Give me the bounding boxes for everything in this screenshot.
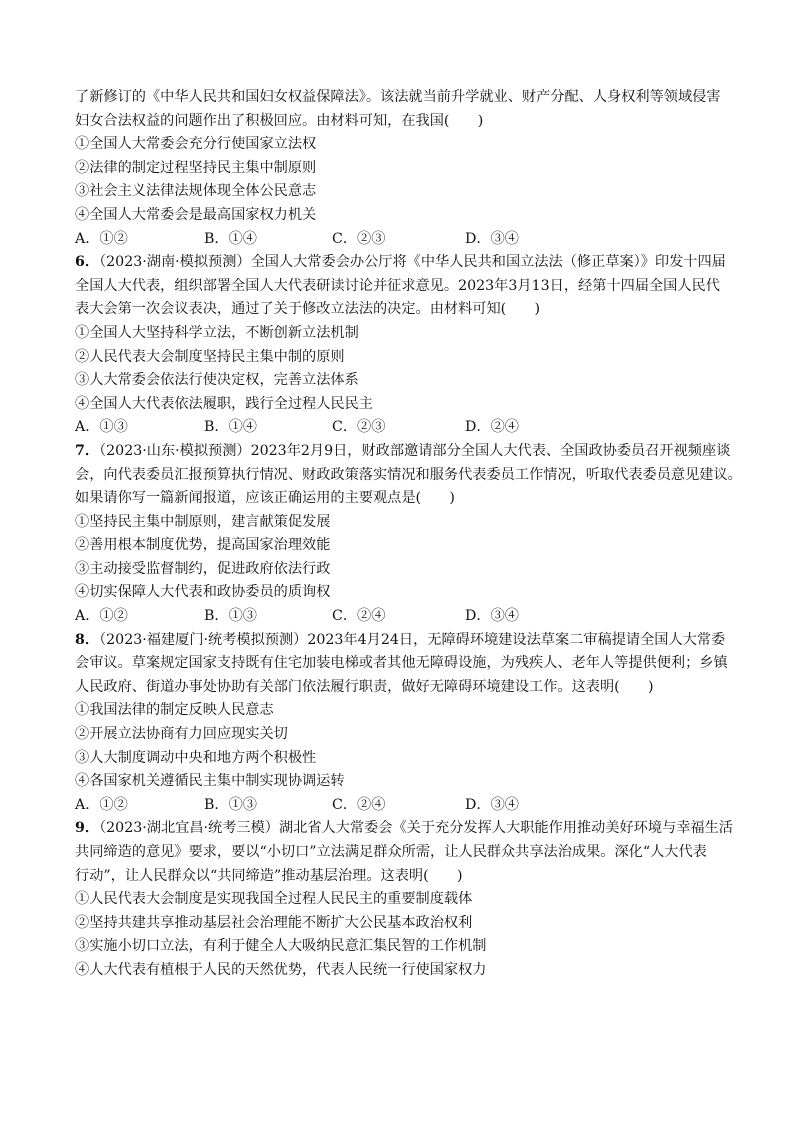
choice-b[interactable]: B．①④ [204, 419, 257, 436]
question-number: 9． [75, 820, 100, 837]
answer-choices [75, 228, 740, 252]
choice-c[interactable]: C．②③ [332, 230, 386, 247]
question-stem-line: （2023·湖北宜昌·统考三模）湖北省人大常委会《关于充分发挥人大职能作用推动美好环境与幸福生活 [99, 820, 733, 837]
choice-a[interactable]: A．①② [75, 796, 128, 813]
question-stem-line: （2023·湖南·模拟预测）全国人大常委会办公厅将《中华人民共和国立法法（修正草案）》印发十四届 [99, 254, 726, 271]
statement: ④切实保障人大代表和政协委员的质询权 [75, 584, 331, 601]
question-7 [75, 440, 740, 629]
choice-d[interactable]: D．③④ [465, 230, 519, 247]
statement: ①人民代表大会制度是实现我国全过程人民民主的重要制度载体 [75, 891, 473, 908]
choice-d[interactable]: D．②④ [465, 419, 519, 436]
statement: ④全国人大常委会是最高国家权力机关 [75, 206, 317, 223]
choice-c[interactable]: C．②④ [332, 796, 386, 813]
choice-c[interactable]: C．②③ [332, 419, 386, 436]
question-6 [75, 251, 740, 440]
choice-a[interactable]: A．①③ [75, 419, 128, 436]
question-stem-line: 行动”，让人民群众以“共同缔造”推动基层治理。这表明( ) [75, 867, 463, 884]
question-stem-line: 人民政府、街道办事处协助有关部门依法履行职责，做好无障碍环境建设工作。这表明( ) [75, 678, 654, 695]
choice-b[interactable]: B．①③ [204, 796, 257, 813]
answer-choices [75, 605, 740, 629]
statement: ④全国人大代表依法履职，践行全过程人民民主 [75, 395, 373, 412]
statement: ③社会主义法律法规体现全体公民意志 [75, 183, 317, 200]
question-stem-line: 如果请你写一篇新闻报道，应该正确运用的主要观点是( ) [75, 490, 455, 507]
statement: ③实施小切口立法，有利于健全人大吸纳民意汇集民智的工作机制 [75, 938, 487, 955]
statement: ②法律的制定过程坚持民主集中制原则 [75, 159, 317, 176]
statement: ①我国法律的制定反映人民意志 [75, 702, 274, 719]
statement: ③人大制度调动中央和地方两个积极性 [75, 749, 317, 766]
question-stem-line: 会，向代表委员汇报预算执行情况、财政政策落实情况和服务代表委员工作情况，听取代表委员意见建议。 [75, 466, 742, 483]
choice-a[interactable]: A．①② [75, 608, 128, 625]
choice-c[interactable]: C．②④ [332, 608, 386, 625]
question-9 [75, 817, 740, 982]
question-stem-line: 妇女合法权益的问题作出了积极回应。由材料可知，在我国( ) [75, 112, 484, 129]
question-stem-line: 表大会第一次会议表决，通过了关于修改立法法的决定。由材料可知( ) [75, 301, 541, 318]
statement: ①坚持民主集中制原则，建言献策促发展 [75, 513, 331, 530]
statement: ④各国家机关遵循民主集中制实现协调运转 [75, 773, 345, 790]
statement: ②人民代表大会制度坚持民主集中制的原则 [75, 348, 345, 365]
statement: ②善用根本制度优势，提高国家治理效能 [75, 537, 331, 554]
choice-d[interactable]: D．③④ [465, 608, 519, 625]
answer-choices [75, 794, 740, 818]
question-number: 6． [75, 254, 100, 271]
choice-b[interactable]: B．①③ [204, 608, 257, 625]
statement: ①全国人大坚持科学立法，不断创新立法机制 [75, 324, 359, 341]
question-stem-line: 全国人大代表，组织部署全国人大代表研读讨论并征求意见。2023年3月13日，经第十四届全国人民代 [75, 277, 720, 294]
statement: ①全国人大常委会充分行使国家立法权 [75, 136, 317, 153]
question-stem-line: 会审议。草案规定国家支持既有住宅加装电梯或者其他无障碍设施，为残疾人、老年人等提供便利；乡镇 [75, 655, 728, 672]
question-stem-line: 了新修订的《中华人民共和国妇女权益保障法》。该法就当前升学就业、财产分配、人身权利等领域侵害 [75, 89, 721, 105]
question-stem-line: （2023·山东·模拟预测）2023年2月9日，财政部邀请部分全国人大代表、全国政协委员召开视频座谈 [99, 442, 731, 459]
question-stem-line: 共同缔造的意见》要求，要以“小切口”立法满足群众所需，让人民群众共享法治成果。深化“人大代表 [75, 844, 707, 860]
choice-a[interactable]: A．①② [75, 230, 128, 247]
statement: ④人大代表有植根于人民的天然优势，代表人民统一行使国家权力 [75, 961, 487, 978]
statement: ②坚持共建共享推动基层社会治理能不断扩大公民基本政治权利 [75, 914, 473, 931]
question-number: 7． [75, 442, 100, 459]
choice-d[interactable]: D．③④ [465, 796, 519, 813]
question-8 [75, 629, 740, 818]
question-stem-line: （2023·福建厦门·统考模拟预测）2023年4月24日，无障碍环境建设法草案二审稿提请全国人大常委 [99, 631, 726, 648]
statement: ②开展立法协商有力回应现实关切 [75, 726, 288, 743]
choice-b[interactable]: B．①④ [204, 230, 257, 247]
statement: ③主动接受监督制约，促进政府依法行政 [75, 560, 331, 577]
question-5 [75, 86, 740, 251]
answer-choices [75, 416, 740, 440]
statement: ③人大常委会依法行使决定权，完善立法体系 [75, 372, 359, 389]
question-number: 8． [75, 631, 100, 648]
